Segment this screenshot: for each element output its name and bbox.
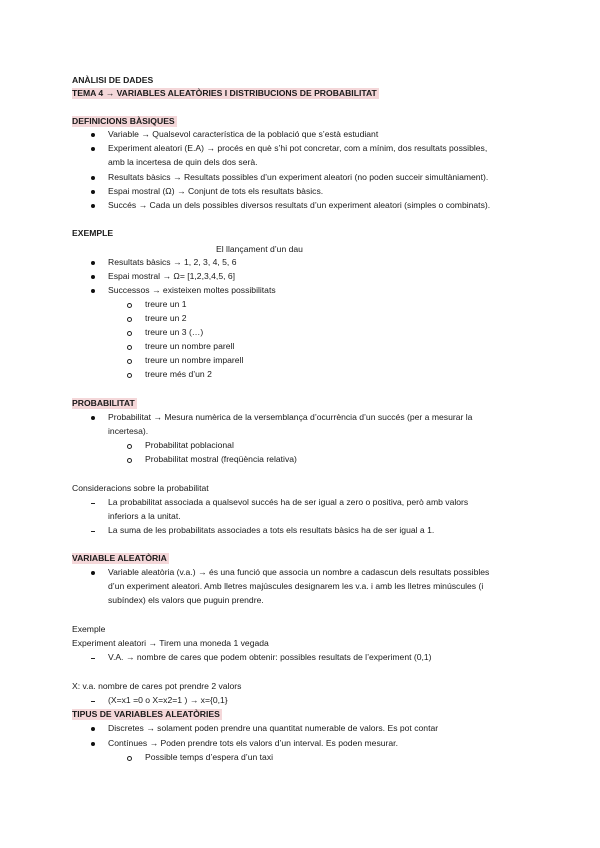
list-item: Espai mostral (Ω) → Conjunt de tots els resultats bàsics. bbox=[108, 186, 324, 196]
sub-list-item: treure un 2 bbox=[145, 313, 187, 323]
subsection-heading-consideracions: Consideracions sobre la probabilitat bbox=[72, 483, 209, 493]
bullet-icon bbox=[91, 204, 95, 208]
paragraph-line: d’un experiment aleatori. Amb lletres majúscules designarem les v.a. i amb les lletres minúscules (i bbox=[108, 581, 484, 591]
list-item: Variable → Qualsevol característica de la població que s’està estudiant bbox=[108, 129, 379, 139]
sub-list-item: treure un nombre imparell bbox=[145, 355, 244, 365]
bullet-icon bbox=[91, 261, 95, 265]
dash-icon bbox=[91, 658, 95, 659]
list-item: La suma de les probabilitats associades a tots els resultats bàsics ha de ser igual a 1. bbox=[108, 525, 435, 535]
section-heading-tipus: TIPUS DE VARIABLES ALEATÒRIES bbox=[72, 709, 220, 719]
bullet-icon bbox=[91, 727, 95, 731]
section-heading-probabilitat: PROBABILITAT bbox=[72, 398, 135, 408]
sub-bullet-icon bbox=[127, 756, 132, 761]
bullet-icon bbox=[91, 190, 95, 194]
list-item: La probabilitat associada a qualsevol succés ha de ser igual a zero o positiva, però amb valors bbox=[108, 497, 469, 507]
document-subtitle: TEMA 4 → VARIABLES ALEATÒRIES I DISTRIBUCIONS DE PROBABILITAT bbox=[72, 88, 377, 98]
list-item-continuation: inferiors a la unitat. bbox=[108, 511, 181, 521]
sub-list-item: Probabilitat poblacional bbox=[145, 440, 234, 450]
list-item: Resultats bàsics → 1, 2, 3, 4, 5, 6 bbox=[108, 257, 237, 267]
list-item: Probabilitat → Mesura numèrica de la versemblança d’ocurrència d’un succés (per a mesurar la bbox=[108, 412, 473, 422]
example-title: El llançament d’un dau bbox=[216, 244, 303, 254]
list-item: Discretes → solament poden prendre una quantitat numerable de valors. Es pot contar bbox=[108, 723, 439, 733]
dash-icon bbox=[91, 701, 95, 702]
bullet-icon bbox=[91, 133, 95, 137]
sub-bullet-icon bbox=[127, 373, 132, 378]
example-line: Experiment aleatori → Tirem una moneda 1 vegada bbox=[72, 638, 269, 648]
bullet-icon bbox=[91, 571, 95, 575]
sub-bullet-icon bbox=[127, 317, 132, 322]
list-item: V.A. → nombre de cares que podem obtenir: possibles resultats de l’experiment (0,1) bbox=[108, 652, 432, 662]
document-title: ANÀLISI DE DADES bbox=[72, 75, 154, 85]
section-heading-exemple: EXEMPLE bbox=[72, 228, 114, 238]
sub-list-item: Probabilitat mostral (freqüència relativa) bbox=[145, 454, 297, 464]
paragraph-line: Variable aleatòria (v.a.) → és una funció que associa un nombre a cadascun dels resultats possibles bbox=[108, 567, 490, 577]
list-item: Contínues → Poden prendre tots els valors d’un interval. Es poden mesurar. bbox=[108, 738, 398, 748]
subsection-heading-exemple: Exemple bbox=[72, 624, 106, 634]
sub-bullet-icon bbox=[127, 458, 132, 463]
bullet-icon bbox=[91, 275, 95, 279]
list-item: Resultats bàsics → Resultats possibles d’un experiment aleatori (no poden succeir simultàniament). bbox=[108, 172, 489, 182]
bullet-icon bbox=[91, 742, 95, 746]
sub-list-item: Possible temps d’espera d’un taxi bbox=[145, 752, 274, 762]
sub-list-item: treure un nombre parell bbox=[145, 341, 235, 351]
sub-list-item: treure un 1 bbox=[145, 299, 187, 309]
list-item: (X=x1 =0 o X=x2=1 ) → x={0,1} bbox=[108, 695, 228, 705]
bullet-icon bbox=[91, 147, 95, 151]
sub-bullet-icon bbox=[127, 444, 132, 449]
section-heading-variable-aleatoria: VARIABLE ALEATÒRIA bbox=[72, 553, 167, 563]
list-item: Successos → existeixen moltes possibilitats bbox=[108, 285, 276, 295]
list-item: Espai mostral → Ω= [1,2,3,4,5, 6] bbox=[108, 271, 236, 281]
list-item: Succés → Cada un dels possibles diversos resultats d’un experiment aleatori (simples o combinats). bbox=[108, 200, 491, 210]
sub-list-item: treure un 3 (…) bbox=[145, 327, 204, 337]
bullet-icon bbox=[91, 289, 95, 293]
bullet-icon bbox=[91, 416, 95, 420]
example-line: X: v.a. nombre de cares pot prendre 2 valors bbox=[72, 681, 242, 691]
sub-list-item: treure més d’un 2 bbox=[145, 369, 212, 379]
dash-icon bbox=[91, 531, 95, 532]
paragraph-line: subíndex) els valors que puguin prendre. bbox=[108, 595, 264, 605]
bullet-icon bbox=[91, 176, 95, 180]
list-item-continuation: incertesa). bbox=[108, 426, 149, 436]
sub-bullet-icon bbox=[127, 303, 132, 308]
sub-bullet-icon bbox=[127, 331, 132, 336]
sub-bullet-icon bbox=[127, 359, 132, 364]
list-item: Experiment aleatori (E.A) → procés en què s’hi pot concretar, com a mínim, dos resultats possibles, bbox=[108, 143, 488, 153]
section-heading-definicions: DEFINICIONS BÀSIQUES bbox=[72, 116, 175, 126]
sub-bullet-icon bbox=[127, 345, 132, 350]
dash-icon bbox=[91, 503, 95, 504]
list-item-continuation: amb la incertesa de quin dels dos serà. bbox=[108, 157, 258, 167]
